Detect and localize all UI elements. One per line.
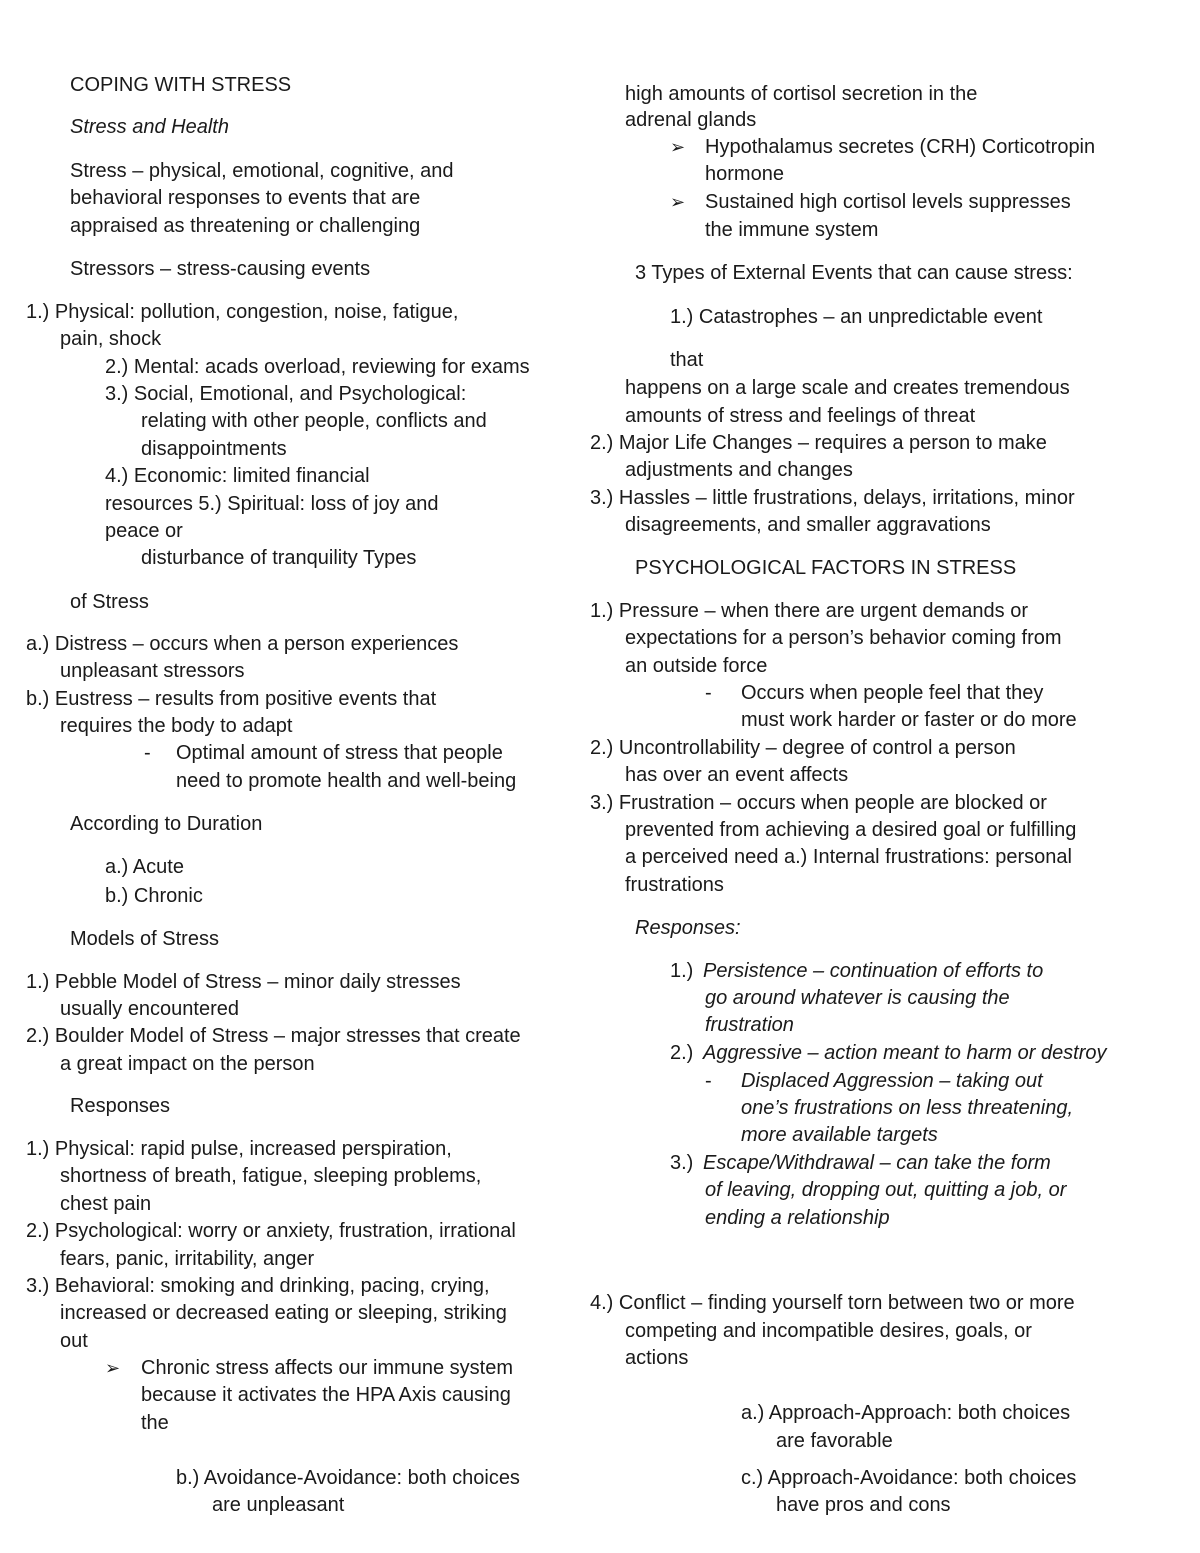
psych-factor-item: has over an event affects (625, 764, 849, 786)
frustration-response-item: ending a relationship (705, 1207, 890, 1229)
response-item: 3.) Behavioral: smoking and drinking, pacing, crying, (26, 1275, 490, 1297)
external-event-item: 2.) Major Life Changes – requires a person to make (590, 432, 1047, 454)
stressor-item: peace or (105, 520, 183, 542)
responses-heading: Responses (70, 1095, 171, 1117)
stress-definition-line: behavioral responses to events that are (70, 187, 421, 209)
conflict-line: 4.) Conflict – finding yourself torn between two or more (590, 1292, 1075, 1314)
stress-type-item: unpleasant stressors (60, 660, 245, 682)
stressor-item: pain, shock (60, 328, 162, 350)
external-events-heading: 3 Types of External Events that can cause stress: (635, 262, 1073, 284)
stressor-item: resources 5.) Spiritual: loss of joy and (105, 493, 439, 515)
dash-bullet: - (144, 742, 151, 764)
frustration-response-item: go around whatever is causing the (705, 987, 1010, 1009)
response-item: fears, panic, irritability, anger (60, 1248, 315, 1270)
stress-type-item: need to promote health and well-being (176, 770, 517, 792)
frustration-response-item: of leaving, dropping out, quitting a job, or (705, 1179, 1067, 1201)
conflict-type-item: c.) Approach-Avoidance: both choices (741, 1467, 1077, 1489)
stressor-item: disappointments (141, 438, 287, 460)
duration-item: b.) Chronic (105, 885, 203, 907)
frustration-response-item: Aggressive – action meant to harm or destroy (703, 1042, 1107, 1064)
external-event-item: 1.) Catastrophes – an unpredictable event (670, 306, 1043, 328)
frustration-response-item: Displaced Aggression – taking out (741, 1070, 1043, 1092)
psych-factors-heading: PSYCHOLOGICAL FACTORS IN STRESS (635, 557, 1017, 579)
conflict-type-item: have pros and cons (776, 1494, 951, 1516)
models-heading: Models of Stress (70, 928, 219, 950)
duration-item: a.) Acute (105, 856, 184, 878)
stressor-item: 4.) Economic: limited financial (105, 465, 370, 487)
frustration-responses-heading: Responses: (635, 917, 741, 939)
external-event-item: that (670, 349, 704, 371)
frustration-response-item: Escape/Withdrawal – can take the form (703, 1152, 1051, 1174)
response-item: shortness of breath, fatigue, sleeping problems, (60, 1165, 482, 1187)
response-item: chest pain (60, 1193, 152, 1215)
dash-bullet: - (705, 1070, 712, 1092)
conflict-type-item: a.) Approach-Approach: both choices (741, 1402, 1071, 1424)
frustration-response-item: frustration (705, 1014, 794, 1036)
stress-definition-line: appraised as threatening or challenging (70, 215, 421, 237)
conflict-line: actions (625, 1347, 689, 1369)
response-item: 2.) Psychological: worry or anxiety, frustration, irrational (26, 1220, 516, 1242)
section-heading-stress-and-health: Stress and Health (70, 116, 229, 138)
conflict-type-item: b.) Avoidance-Avoidance: both choices (176, 1467, 520, 1489)
external-event-item: adjustments and changes (625, 459, 853, 481)
response-item: increased or decreased eating or sleeping, striking (60, 1302, 507, 1324)
external-event-item: disagreements, and smaller aggravations (625, 514, 991, 536)
stress-type-item: a.) Distress – occurs when a person experiences (26, 633, 459, 655)
chronic-note-line: the (141, 1412, 169, 1434)
conflict-type-item: are unpleasant (212, 1494, 345, 1516)
external-event-item: happens on a large scale and creates tremendous (625, 377, 1070, 399)
response-item: 1.) Physical: rapid pulse, increased perspiration, (26, 1138, 452, 1160)
arrow-bullet-icon: ➢ (670, 192, 686, 212)
stress-type-item: Optimal amount of stress that people (176, 742, 503, 764)
psych-factor-item: must work harder or faster or do more (741, 709, 1077, 731)
psych-factor-item: 1.) Pressure – when there are urgent demands or (590, 600, 1029, 622)
duration-heading: According to Duration (70, 813, 263, 835)
frustration-response-number: 3.) (670, 1152, 694, 1174)
response-item: out (60, 1330, 88, 1352)
stressor-item: 3.) Social, Emotional, and Psychological: (105, 383, 467, 405)
page-title: COPING WITH STRESS (70, 74, 292, 96)
stressor-item: disturbance of tranquility Types (141, 547, 417, 569)
stress-definition-line: Stress – physical, emotional, cognitive, and (70, 160, 454, 182)
chronic-note-line: Chronic stress affects our immune system (141, 1357, 513, 1379)
hpa-line: adrenal glands (625, 109, 757, 131)
dash-bullet: - (705, 682, 712, 704)
stress-type-item: b.) Eustress – results from positive events that (26, 688, 437, 710)
model-item: a great impact on the person (60, 1053, 315, 1075)
frustration-response-item: more available targets (741, 1124, 938, 1146)
stressor-item: relating with other people, conflicts and (141, 410, 487, 432)
conflict-line: competing and incompatible desires, goals, or (625, 1320, 1032, 1342)
hpa-bullet-line: Hypothalamus secretes (CRH) Corticotropin (705, 136, 1096, 158)
hpa-line: high amounts of cortisol secretion in the (625, 83, 978, 105)
frustration-response-item: one’s frustrations on less threatening, (741, 1097, 1074, 1119)
external-event-item: amounts of stress and feelings of threat (625, 405, 976, 427)
frustration-response-number: 2.) (670, 1042, 694, 1064)
psych-factor-item: Occurs when people feel that they (741, 682, 1044, 704)
stressor-item: of Stress (70, 591, 149, 613)
model-item: 2.) Boulder Model of Stress – major stresses that create (26, 1025, 521, 1047)
psych-factor-item: expectations for a person’s behavior coming from (625, 627, 1062, 649)
external-event-item: 3.) Hassles – little frustrations, delays, irritations, minor (590, 487, 1075, 509)
frustration-response-item: Persistence – continuation of efforts to (703, 960, 1044, 982)
model-item: 1.) Pebble Model of Stress – minor daily stresses (26, 971, 461, 993)
frustration-response-number: 1.) (670, 960, 694, 982)
stressors-definition: Stressors – stress-causing events (70, 258, 371, 280)
psych-factor-item: an outside force (625, 655, 768, 677)
hpa-bullet-line: the immune system (705, 219, 879, 241)
hpa-bullet-line: Sustained high cortisol levels suppresses (705, 191, 1071, 213)
psych-factor-item: frustrations (625, 874, 724, 896)
arrow-bullet-icon: ➢ (105, 1358, 121, 1378)
arrow-bullet-icon: ➢ (670, 137, 686, 157)
hpa-bullet-line: hormone (705, 163, 784, 185)
psych-factor-item: prevented from achieving a desired goal or fulfilling (625, 819, 1077, 841)
stressor-item: 2.) Mental: acads overload, reviewing for exams (105, 356, 530, 378)
chronic-note-line: because it activates the HPA Axis causing (141, 1384, 511, 1406)
psych-factor-item: a perceived need a.) Internal frustrations: personal (625, 846, 1072, 868)
psych-factor-item: 3.) Frustration – occurs when people are blocked or (590, 792, 1047, 814)
psych-factor-item: 2.) Uncontrollability – degree of control a person (590, 737, 1016, 759)
stress-type-item: requires the body to adapt (60, 715, 293, 737)
stressor-item: 1.) Physical: pollution, congestion, noise, fatigue, (26, 301, 459, 323)
conflict-type-item: are favorable (776, 1430, 893, 1452)
model-item: usually encountered (60, 998, 240, 1020)
